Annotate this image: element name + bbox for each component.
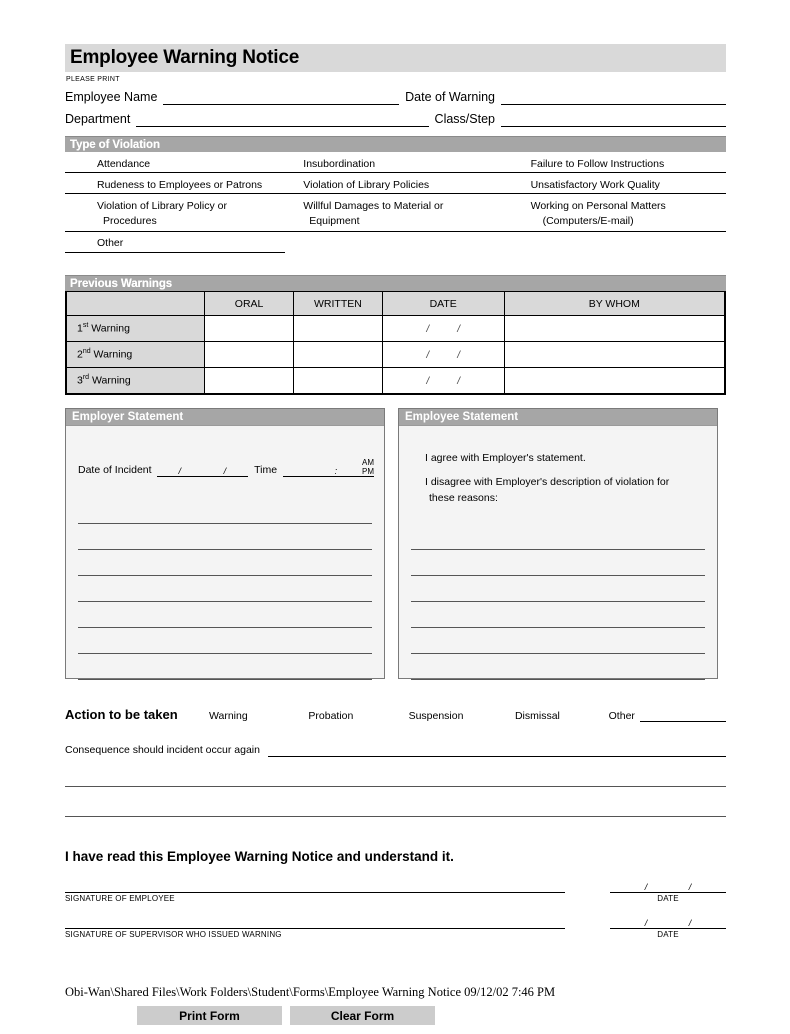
employee-statement-body [399,426,717,678]
writing-line[interactable] [78,498,372,524]
violation-row [65,194,726,232]
violation-other-row [65,232,726,253]
writing-line[interactable] [78,654,372,680]
writing-line[interactable] [411,524,705,550]
form-page [65,0,726,939]
writing-line[interactable] [78,602,372,628]
employer-statement-body [66,426,384,678]
violation-option-failure-to-follow-instructions[interactable]: Failure to Follow Instructions [530,158,665,170]
action-option-suspension[interactable]: Suspension [408,710,464,722]
table-row [67,316,725,342]
table-row [67,342,725,368]
supervisor-signature-col [65,912,565,939]
col-header-by-whom: BY WHOM [504,292,724,316]
employee-signature-caption: SIGNATURE OF EMPLOYEE [65,894,175,903]
page-title-bar [65,44,726,72]
violation-row [65,152,726,173]
action-option-warning[interactable]: Warning [208,710,248,722]
cell-oral-3[interactable] [205,368,294,394]
supervisor-signature-row [65,912,726,939]
cell-oral-2[interactable] [205,342,294,368]
violation-option-library-policies[interactable]: Violation of Library Policies [303,179,430,191]
consequence-input-line-2[interactable] [65,757,726,787]
violation-option-personal-matters[interactable]: Working on Personal Matters (Computers/E-mail) [530,200,666,227]
row-label-1st-warning: 1st Warning [67,316,205,342]
table-row [67,368,725,394]
department-row [65,106,726,127]
incident-date-time-row [78,458,374,477]
cell-date-1[interactable]: / / [382,316,504,342]
action-option-other[interactable]: Other [608,710,635,722]
employee-signature-col [65,876,565,903]
employee-signature-row [65,876,726,903]
cell-written-2[interactable] [294,342,383,368]
date-of-incident-label: Date of Incident [78,464,152,476]
cell-oral-1[interactable] [205,316,294,342]
consequence-label: Consequence should incident occur again [65,744,260,756]
am-pm-toggle[interactable]: AM PM [359,458,374,477]
supervisor-date-col [565,912,726,939]
please-print-note: PLEASE PRINT [66,76,120,83]
cell-date-2[interactable]: / / [382,342,504,368]
cell-by-whom-2[interactable] [504,342,724,368]
writing-line[interactable] [411,654,705,680]
violation-row [65,173,726,194]
employee-agree-label: I agree with Employer's statement. [425,452,586,464]
employer-statement-title: Employer Statement [72,411,184,423]
writing-line[interactable] [411,602,705,628]
action-to-be-taken-row [65,704,726,722]
employee-date-col [565,876,726,903]
footer-file-path: Obi-Wan\Shared Files\Work Folders\Student\Forms\Employee Warning Notice 09/12/02 7:46 PM [65,985,556,999]
time-label: Time [254,464,278,476]
supervisor-date-caption: DATE [657,930,679,939]
previous-warnings-header [65,275,726,291]
writing-line[interactable] [411,628,705,654]
col-header-written: WRITTEN [294,292,383,316]
previous-warnings-table-wrap [65,291,726,395]
action-option-probation[interactable]: Probation [308,710,354,722]
violation-option-library-policy-procedures[interactable]: Violation of Library Policy or Procedures [97,200,227,227]
department-input[interactable] [136,106,428,127]
cell-by-whom-3[interactable] [504,368,724,394]
date-of-warning-input[interactable] [501,84,726,105]
employee-agree-option[interactable] [425,450,705,466]
employer-statement-lines[interactable] [78,498,372,680]
cell-date-3[interactable]: / / [382,368,504,394]
employee-statement-box [398,408,718,679]
violation-option-other[interactable]: Other [65,237,285,253]
consequence-input-line-1[interactable] [268,740,726,757]
type-of-violation-title: Type of Violation [70,138,160,151]
signature-block [65,876,726,939]
employee-name-row [65,84,726,105]
violation-grid [65,152,726,253]
row-label-2nd-warning: 2nd Warning [67,342,205,368]
previous-warnings-title: Previous Warnings [70,277,173,290]
employee-signature-input[interactable] [65,876,565,893]
violation-option-unsatisfactory-work[interactable]: Unsatisfactory Work Quality [530,179,660,191]
action-option-dismissal[interactable]: Dismissal [514,710,560,722]
employee-date-caption: DATE [657,894,679,903]
employee-statement-header [399,409,717,426]
employee-name-input[interactable] [163,84,399,105]
col-header-oral: ORAL [205,292,294,316]
employee-statement-lines[interactable] [411,524,705,680]
class-step-input[interactable] [501,106,726,127]
writing-line[interactable] [78,524,372,550]
employer-statement-box [65,408,385,679]
page-title: Employee Warning Notice [70,47,300,68]
consequence-row [65,740,726,757]
violation-option-insubordination[interactable]: Insubordination [303,158,376,170]
cell-written-1[interactable] [294,316,383,342]
acknowledgement-text: I have read this Employee Warning Notice and understand it. [65,849,454,864]
cell-written-3[interactable] [294,368,383,394]
writing-line[interactable] [78,550,372,576]
department-label: Department [65,112,131,126]
class-step-label: Class/Step [434,112,495,126]
writing-line[interactable] [411,576,705,602]
col-header-date: DATE [382,292,504,316]
date-of-incident-input[interactable]: / / [157,463,247,477]
employer-statement-header [66,409,384,426]
form-buttons [137,1006,435,1025]
action-to-be-taken-title: Action to be taken [65,707,178,722]
action-other-input[interactable] [640,707,726,722]
employee-disagree-label: I disagree with Employer's description of violation for [425,476,670,488]
print-form-button[interactable]: Print Form [137,1006,282,1025]
violation-option-rudeness[interactable]: Rudeness to Employees or Patrons [97,179,263,191]
violation-option-attendance[interactable]: Attendance [97,158,151,170]
writing-line[interactable] [78,628,372,654]
violation-option-willful-damages[interactable]: Willful Damages to Material or Equipment [303,200,444,227]
employee-disagree-option[interactable] [425,474,705,506]
employee-statement-title: Employee Statement [405,411,519,423]
writing-line[interactable] [411,550,705,576]
table-header-row [67,292,725,316]
supervisor-signature-caption: SIGNATURE OF SUPERVISOR WHO ISSUED WARNING [65,930,282,939]
employee-date-input[interactable]: / / [610,876,726,893]
writing-line[interactable] [78,576,372,602]
time-input[interactable]: : [283,463,359,477]
employee-name-label: Employee Name [65,90,158,104]
date-of-warning-label: Date of Warning [405,90,495,104]
employee-disagree-label-line2: these reasons: [429,492,498,504]
type-of-violation-header [65,136,726,152]
clear-form-button[interactable]: Clear Form [290,1006,435,1025]
supervisor-signature-input[interactable] [65,912,565,929]
previous-warnings-table [66,291,725,394]
consequence-input-line-3[interactable] [65,787,726,817]
statements-row [65,408,726,679]
cell-by-whom-1[interactable] [504,316,724,342]
col-header-blank [67,292,205,316]
row-label-3rd-warning: 3rd Warning [67,368,205,394]
supervisor-date-input[interactable]: / / [610,912,726,929]
